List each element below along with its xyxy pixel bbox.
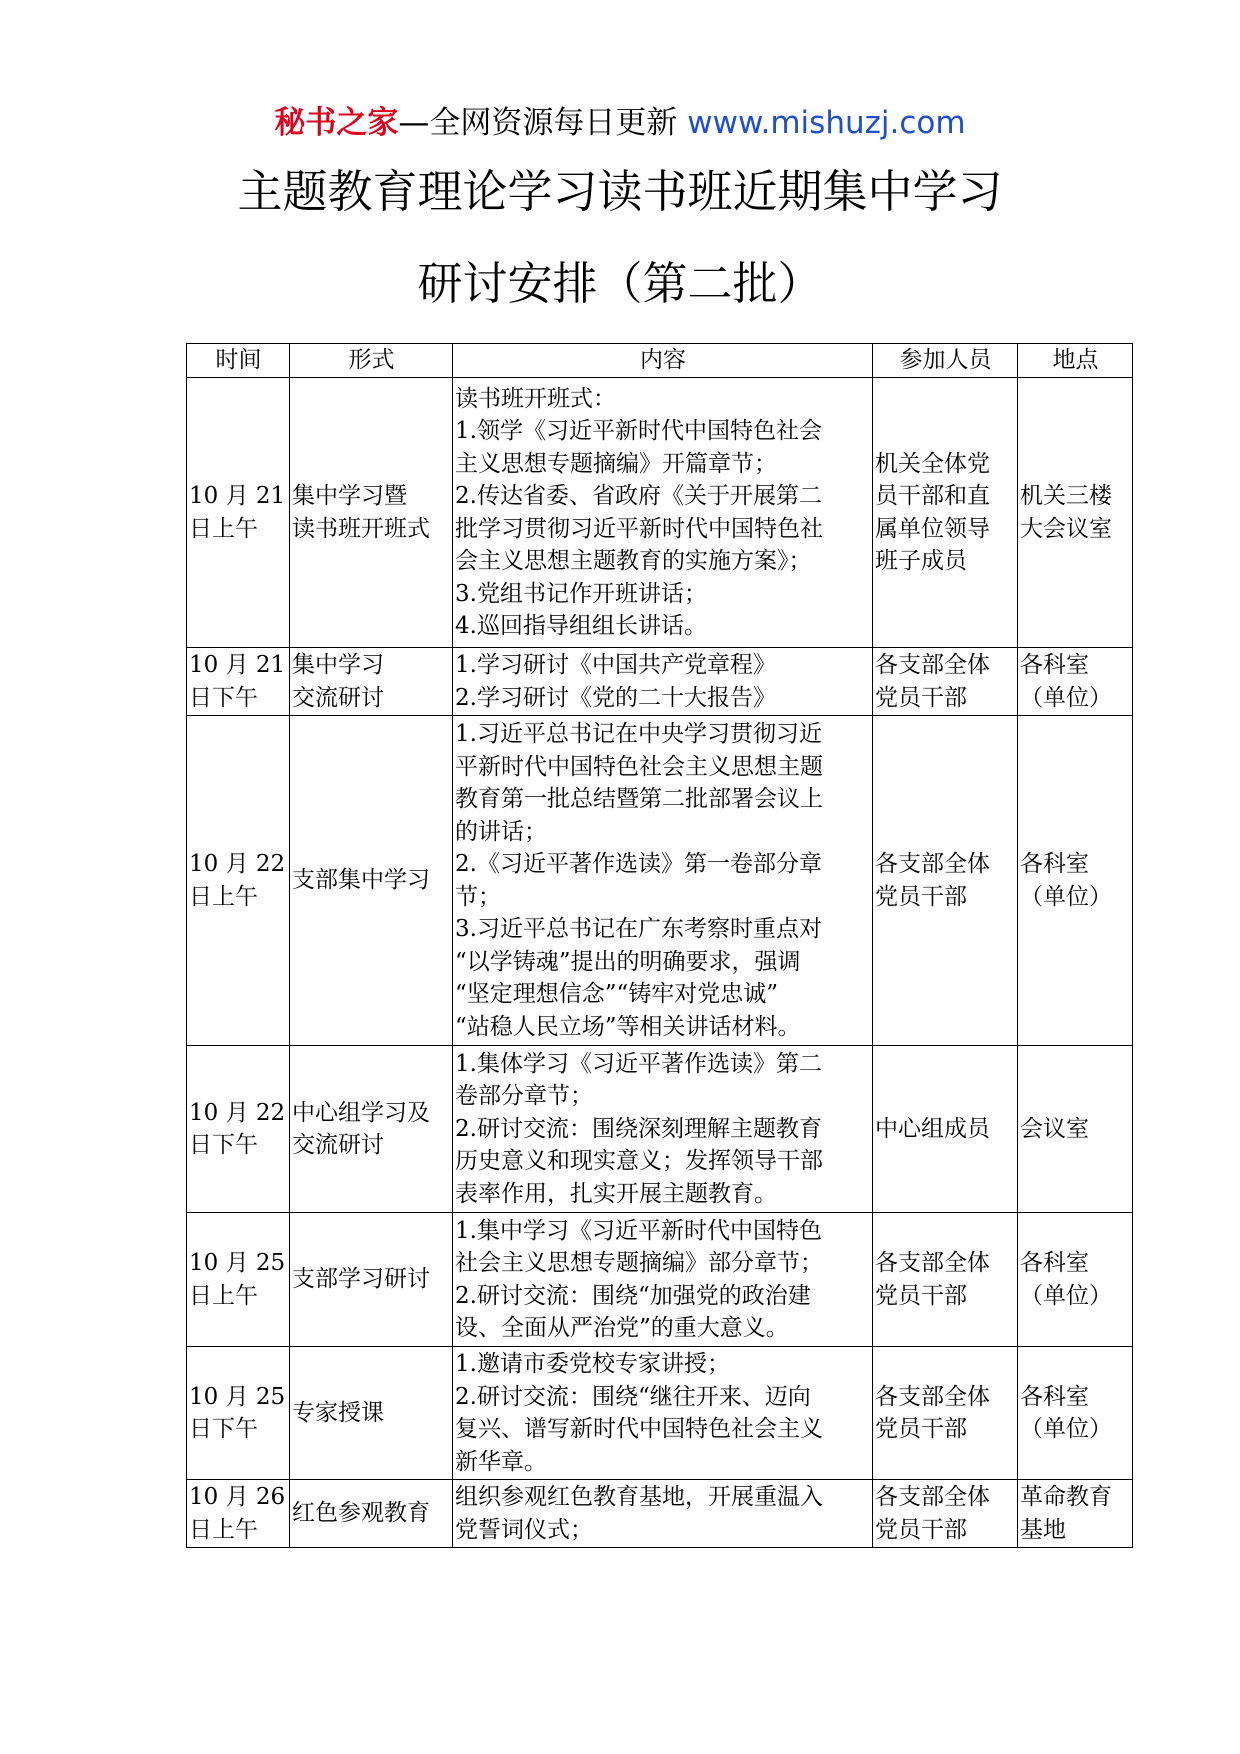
cell-line: 3.党组书记作开班讲话； — [455, 580, 707, 607]
cell-line: 各支部全体 — [875, 851, 990, 877]
cell-line: 的讲话； — [455, 818, 547, 845]
cell-line: （单位） — [1020, 1282, 1112, 1309]
cell-line: “站稳人民立场”等相关讲话材料。 — [455, 1013, 801, 1040]
content-cell — [453, 648, 873, 716]
cell-line: 组织参观红色教育基地，开展重温入 — [455, 1484, 823, 1510]
header-form: 形式 — [290, 344, 453, 378]
cell-line: 10 月 21 — [189, 652, 286, 678]
content-cell — [453, 716, 873, 1046]
cell-line: 平新时代中国特色社会主义思想主题 — [455, 753, 823, 780]
location-cell — [1018, 1046, 1133, 1213]
cell-line: 历史意义和现实意义；发挥领导干部 — [455, 1148, 823, 1175]
content-cell — [453, 1213, 873, 1347]
document-title-line-2: 研讨安排（第二批） — [417, 257, 823, 310]
cell-line: 日上午 — [189, 1282, 258, 1309]
cell-line: 党誓词仪式； — [455, 1516, 593, 1543]
time-cell — [187, 378, 290, 648]
cell-line: 10 月 26 — [189, 1484, 286, 1510]
time-cell — [187, 1213, 290, 1347]
cell-line: 基地 — [1020, 1516, 1066, 1543]
time-cell — [187, 716, 290, 1046]
form-cell — [290, 1213, 453, 1347]
form-cell — [290, 648, 453, 716]
content-cell — [453, 1046, 873, 1213]
cell-line: 1.集中学习《习近平新时代中国特色 — [455, 1217, 822, 1244]
time-cell — [187, 1480, 290, 1548]
cell-line: （单位） — [1020, 1416, 1112, 1442]
cell-line: 卷部分章节； — [455, 1083, 593, 1110]
cell-line: 支部学习研讨 — [292, 1266, 430, 1293]
cell-line: 党员干部 — [875, 1416, 967, 1442]
location-cell — [1018, 1213, 1133, 1347]
location-cell — [1018, 378, 1133, 648]
cell-line: 机关全体党 — [875, 450, 990, 477]
cell-line: 社会主义思想专题摘编》部分章节； — [455, 1250, 823, 1276]
time-cell — [187, 648, 290, 716]
table-row — [187, 1347, 1133, 1480]
cell-line: 中心组成员 — [875, 1115, 990, 1142]
form-cell — [290, 378, 453, 648]
cell-line: 10 月 25 — [189, 1383, 286, 1410]
cell-line: 1.邀请市委党校专家讲授； — [455, 1351, 730, 1377]
cell-line: 属单位领导 — [875, 515, 990, 542]
cell-line: （单位） — [1020, 883, 1112, 910]
form-cell — [290, 1480, 453, 1548]
content-cell — [453, 1347, 873, 1480]
cell-line: 支部集中学习 — [292, 867, 430, 894]
cell-line: 员干部和直 — [875, 483, 990, 509]
participants-cell — [873, 1347, 1018, 1480]
cell-line: 2.《习近平著作选读》第一卷部分章 — [455, 851, 822, 877]
cell-line: 专家授课 — [292, 1399, 384, 1426]
cell-line: 各科室 — [1020, 1383, 1089, 1410]
cell-line: 党员干部 — [875, 684, 967, 711]
cell-line: 2.研讨交流：围绕深刻理解主题教育 — [455, 1115, 822, 1142]
cell-line: 日下午 — [189, 1132, 258, 1158]
location-cell — [1018, 1347, 1133, 1480]
cell-line: 党员干部 — [875, 883, 967, 910]
cell-line: 集中学习 — [292, 652, 384, 678]
cell-line: 2.研讨交流：围绕“加强党的政治建 — [455, 1282, 811, 1309]
cell-line: 1.集体学习《习近平著作选读》第二 — [455, 1050, 822, 1077]
cell-line: 读书班开班式 — [292, 515, 430, 542]
table-row — [187, 1480, 1133, 1548]
cell-line: （单位） — [1020, 684, 1112, 711]
document-title-line-1: 主题教育理论学习读书班近期集中学习 — [237, 165, 1003, 218]
cell-line: 交流研讨 — [292, 1132, 384, 1158]
participants-cell — [873, 1480, 1018, 1548]
cell-line: 党员干部 — [875, 1516, 967, 1543]
cell-line: 各科室 — [1020, 652, 1089, 678]
cell-line: 1.学习研讨《中国共产党章程》 — [455, 652, 776, 678]
banner-tagline: —全网资源每日更新 — [398, 105, 688, 141]
cell-line: 批学习贯彻习近平新时代中国特色社 — [455, 515, 823, 542]
cell-line: 表率作用，扎实开展主题教育。 — [455, 1180, 777, 1207]
cell-line: 日下午 — [189, 684, 258, 711]
header-participants: 参加人员 — [873, 344, 1018, 378]
cell-line: 节； — [455, 883, 501, 910]
header-location: 地点 — [1018, 344, 1133, 378]
cell-line: “以学铸魂”提出的明确要求，强调 — [455, 948, 801, 975]
cell-line: 会议室 — [1020, 1115, 1089, 1142]
table-header-row — [187, 344, 1133, 378]
banner-url[interactable]: www.mishuzj.com — [687, 105, 966, 141]
cell-line: 集中学习暨 — [292, 483, 407, 509]
time-cell — [187, 1347, 290, 1480]
schedule-table — [186, 343, 1133, 1548]
cell-line: 日上午 — [189, 1516, 258, 1543]
cell-line: 2.研讨交流：围绕“继往开来、迈向 — [455, 1383, 811, 1410]
time-cell — [187, 1046, 290, 1213]
cell-line: 4.巡回指导组组长讲话。 — [455, 613, 707, 639]
cell-line: 10 月 22 — [189, 851, 286, 877]
cell-line: 10 月 21 — [189, 483, 286, 509]
cell-line: 党员干部 — [875, 1282, 967, 1309]
cell-line: 日上午 — [189, 883, 258, 910]
participants-cell — [873, 648, 1018, 716]
table-row — [187, 1213, 1133, 1347]
cell-line: 各科室 — [1020, 851, 1089, 877]
cell-line: 班子成员 — [875, 548, 967, 574]
cell-line: 革命教育 — [1020, 1484, 1112, 1510]
cell-line: 红色参观教育 — [292, 1500, 430, 1527]
cell-line: 复兴、谱写新时代中国特色社会主义 — [455, 1416, 823, 1442]
content-cell — [453, 378, 873, 648]
participants-cell — [873, 378, 1018, 648]
participants-cell — [873, 1046, 1018, 1213]
cell-line: 各支部全体 — [875, 1250, 990, 1276]
cell-line: 10 月 25 — [189, 1250, 286, 1276]
cell-line: 教育第一批总结暨第二批部署会议上 — [455, 786, 823, 812]
cell-line: 日上午 — [189, 515, 258, 542]
cell-line: 读书班开班式： — [455, 385, 616, 412]
cell-line: 2.学习研讨《党的二十大报告》 — [455, 684, 776, 711]
site-banner — [0, 100, 1240, 146]
participants-cell — [873, 1213, 1018, 1347]
cell-line: 大会议室 — [1020, 515, 1112, 542]
cell-line: 日下午 — [189, 1416, 258, 1442]
cell-line: 各支部全体 — [875, 652, 990, 678]
cell-line: 10 月 22 — [189, 1099, 286, 1126]
participants-cell — [873, 716, 1018, 1046]
cell-line: 中心组学习及 — [292, 1099, 430, 1126]
cell-line: “坚定理想信念”“铸牢对党忠诚” — [455, 981, 779, 1007]
header-time: 时间 — [187, 344, 290, 378]
form-cell — [290, 716, 453, 1046]
cell-line: 1.领学《习近平新时代中国特色社会 — [455, 418, 822, 444]
table-row — [187, 648, 1133, 716]
cell-line: 各科室 — [1020, 1250, 1089, 1276]
cell-line: 设、全面从严治党”的重大意义。 — [455, 1315, 789, 1341]
header-content: 内容 — [453, 344, 873, 378]
cell-line: 1.习近平总书记在中央学习贯彻习近 — [455, 721, 822, 747]
location-cell — [1018, 1480, 1133, 1548]
cell-line: 各支部全体 — [875, 1484, 990, 1510]
table-row — [187, 716, 1133, 1046]
location-cell — [1018, 716, 1133, 1046]
cell-line: 3.习近平总书记在广东考察时重点对 — [455, 916, 822, 942]
cell-line: 新华章。 — [455, 1448, 547, 1475]
cell-line: 机关三楼 — [1020, 483, 1112, 509]
table-row — [187, 378, 1133, 648]
location-cell — [1018, 648, 1133, 716]
cell-line: 交流研讨 — [292, 684, 384, 711]
cell-line: 2.传达省委、省政府《关于开展第二 — [455, 483, 822, 509]
cell-line: 主义思想专题摘编》开篇章节； — [455, 450, 777, 477]
table-row — [187, 1046, 1133, 1213]
form-cell — [290, 1347, 453, 1480]
banner-brand: 秘书之家 — [274, 105, 399, 141]
cell-line: 会主义思想主题教育的实施方案》； — [455, 548, 812, 574]
form-cell — [290, 1046, 453, 1213]
content-cell — [453, 1480, 873, 1548]
cell-line: 各支部全体 — [875, 1383, 990, 1410]
